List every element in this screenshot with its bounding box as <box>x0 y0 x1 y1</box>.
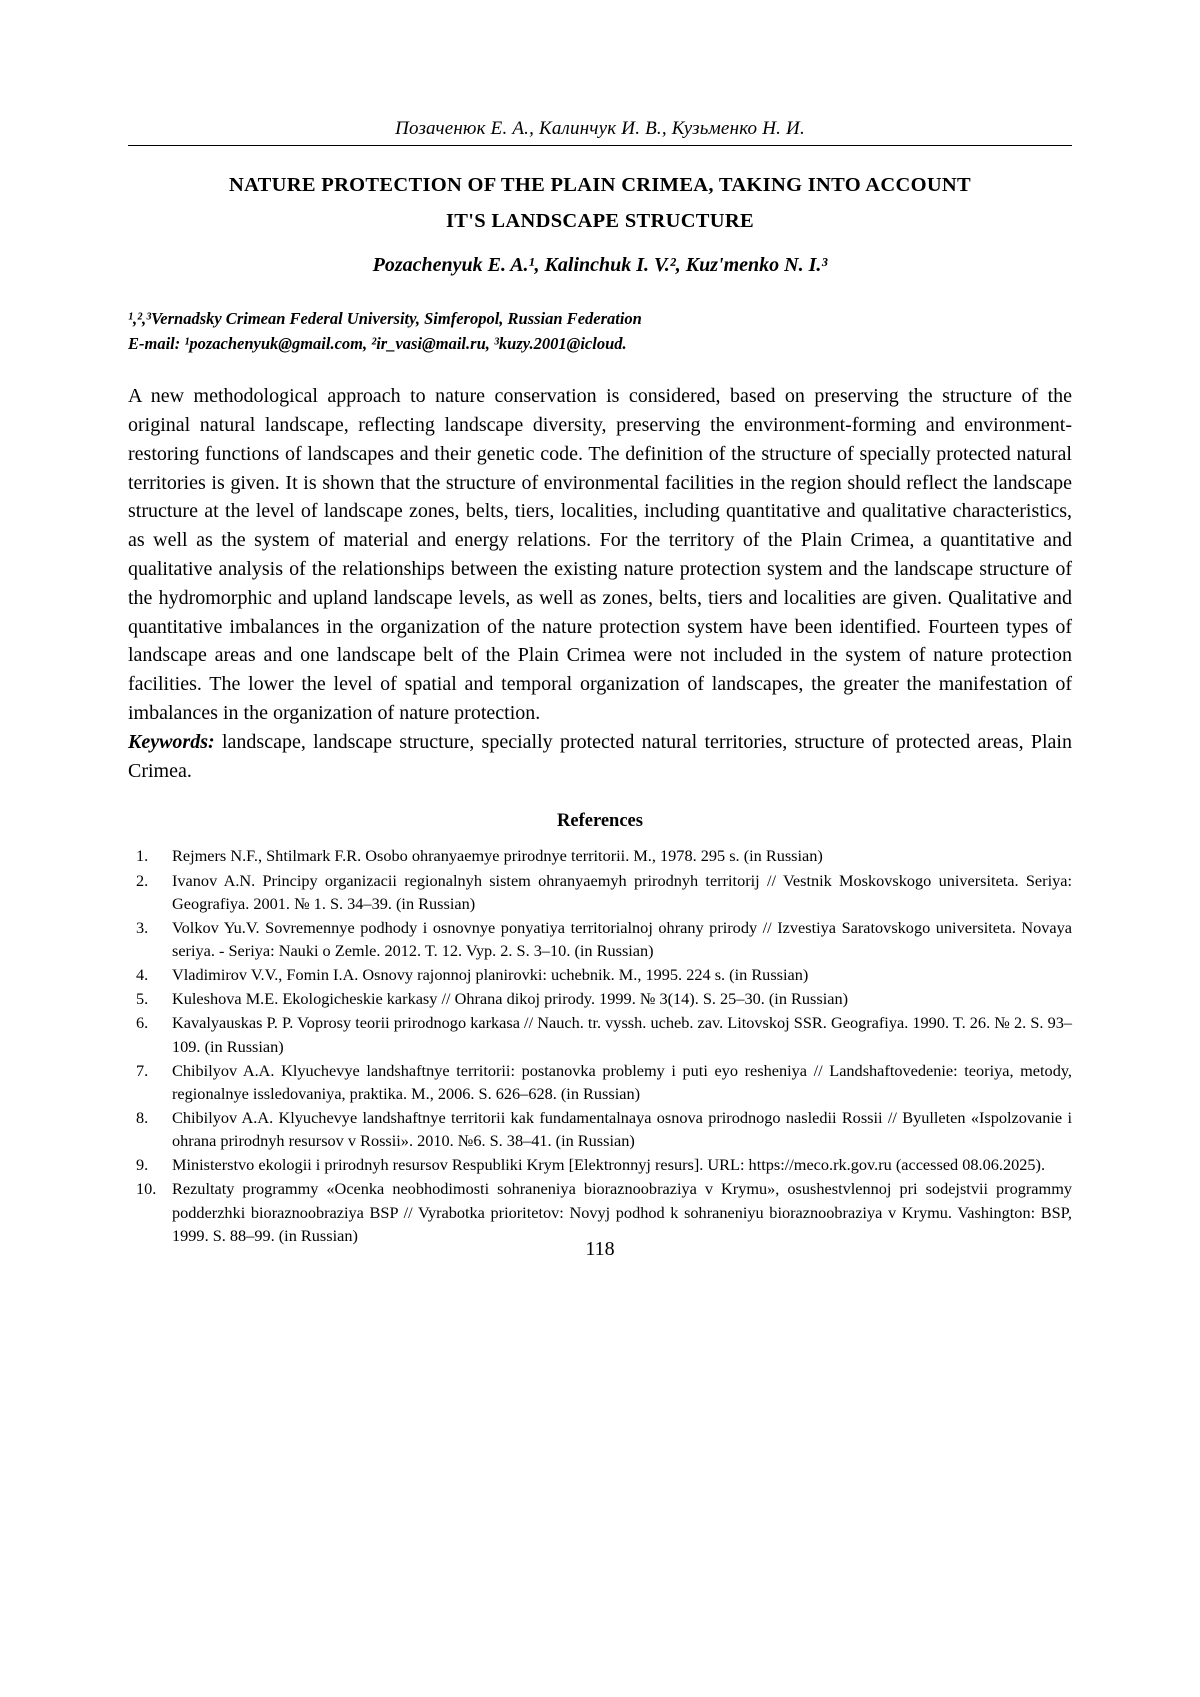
affiliation-block <box>128 307 1072 357</box>
reference-text: Kuleshova M.E. Ekologicheskie karkasy // Ohrana dikoj prirody. 1999. № 3(14). S. 25–30. (in Russian) <box>172 989 849 1009</box>
reference-text: Rezultaty programmy «Ocenka neobhodimosti sohraneniya bioraznoobraziya v Krymu», osushestvlennoj pri sodejstvii programmy podderzhki bioraznoobraziya BSP // Vyrabotka prioritetov: Novyj podhod k sohraneniyu bioraznoobraziya v Krymu. Vashington: BSP, 1999. S. 88–99. (in Russian) <box>172 1179 1072 1245</box>
list-item <box>128 869 1072 915</box>
reference-number: 9. <box>136 1155 149 1175</box>
reference-number: 2. <box>136 870 149 890</box>
list-item <box>128 963 1072 986</box>
article-title-line-2: IT'S LANDSCAPE STRUCTURE <box>446 209 754 232</box>
list-item <box>128 1011 1072 1057</box>
reference-number: 6. <box>136 1013 149 1033</box>
reference-number: 10. <box>136 1179 157 1199</box>
keywords-text: landscape, landscape structure, specially protected natural territories, structure of protected areas, Plain Crimea. <box>128 730 1072 782</box>
abstract-text: A new methodological approach to nature conservation is considered, based on preserving the structure of the original natural landscape, reflecting landscape diversity, preserving the environment-forming and environment-restoring functions of landscapes and their genetic code. The definition of the structure of specially protected natural territories is given. It is shown that the structure of environmental facilities in the region should reflect the landscape structure at the level of landscape zones, belts, tiers, localities, including quantitative and qualitative characteristics, as well as the system of material and energy relations. For the territory of the Plain Crimea, a quantitative and qualitative analysis of the relationships between the existing nature protection system and the landscape structure of the hydromorphic and upland landscape levels, as well as zones, belts, tiers and localities are given. Qualitative and quantitative imbalances in the organization of the nature protection system have been identified. Fourteen types of landscape areas and one landscape belt of the Plain Crimea were not included in the system of nature protection facilities. The lower the level of spatial and temporal organization of landscapes, the greater the manifestation of imbalances in the organization of nature protection. <box>128 385 1072 725</box>
reference-text: Ministerstvo ekologii i prirodnyh resursov Respubliki Krym [Elektronnyj resurs]. URL: https://meco.rk.gov.ru (accessed 08.06.2025). <box>172 1155 1046 1175</box>
list-item <box>128 1106 1072 1152</box>
reference-text: Chibilyov A.A. Klyuchevye landshaftnye territorii: postanovka problemy i puti eyo resheniya // Landshaftovedenie: teoriya, metody, regionalnye issledovaniya, praktika. M., 2006. S. 626–628. (in Russian) <box>172 1060 1072 1103</box>
affiliation-institution: ¹,²,³Vernadsky Crimean Federal University, Simferopol, Russian Federation <box>128 308 642 328</box>
reference-number: 7. <box>136 1060 149 1080</box>
article-title-line-1: NATURE PROTECTION OF THE PLAIN CRIMEA, TAKING INTO ACCOUNT <box>228 174 972 196</box>
list-item <box>128 844 1072 867</box>
affiliation-emails: E-mail: ¹pozachenyuk@gmail.com, ²ir_vasi@mail.ru, ³kuzy.2001@icloud. <box>128 333 627 353</box>
references-heading: References <box>557 811 643 832</box>
keywords-label: Keywords: <box>128 730 215 753</box>
list-item <box>128 987 1072 1010</box>
article-title <box>128 168 1072 240</box>
reference-text: Chibilyov A.A. Klyuchevye landshaftnye territorii kak fundamentalnaya osnova prirodnogo nasledii Rossii // Byulleten «Ispolzovanie i ohrana prirodnyh resursov v Rossii». 2010. №6. S. 38–41. (in Russian) <box>172 1107 1072 1151</box>
list-item <box>128 1153 1072 1176</box>
list-item <box>128 1177 1072 1246</box>
author-list: Pozachenyuk E. A.¹, Kalinchuk I. V.², Kuz'menko N. I.³ <box>372 253 828 276</box>
reference-text: Vladimirov V.V., Fomin I.A. Osnovy rajonnoj planirovki: uchebnik. M., 1995. 224 s. (in Russian) <box>172 965 809 985</box>
reference-text: Volkov Yu.V. Sovremennye podhody i osnovnye ponyatiya territorialnoj ohrany prirody // Izvestiya Saratovskogo universiteta. Novaya seriya. - Seriya: Nauki o Zemle. 2012. T. 12. Vyp. 2. S. 3–10. (in Russian) <box>172 917 1072 960</box>
list-item <box>128 1059 1072 1105</box>
keywords-block <box>128 728 1072 786</box>
reference-list <box>128 844 1072 1246</box>
reference-text: Rejmers N.F., Shtilmark F.R. Osobo ohranyaemye prirodnye territorii. M., 1978. 295 s. (in Russian) <box>172 846 823 866</box>
reference-number: 1. <box>136 846 149 866</box>
reference-text: Ivanov A.N. Principy organizacii regionalnyh sistem ohranyaemyh prirodnyh territorij // Vestnik Moskovskogo universiteta. Seriya: Geografiya. 2001. № 1. S. 34–39. (in Russian) <box>172 870 1072 913</box>
list-item <box>128 916 1072 962</box>
running-head: Позаченюк Е. А., Калинчук И. В., Кузьменко Н. И. <box>128 118 1072 146</box>
reference-number: 3. <box>136 917 149 937</box>
reference-number: 5. <box>136 989 149 1009</box>
reference-number: 4. <box>136 965 149 985</box>
reference-number: 8. <box>136 1107 149 1127</box>
page-number: 118 <box>585 1238 615 1260</box>
reference-text: Kavalyauskas P. P. Voprosy teorii prirodnogo karkasa // Nauch. tr. vyssh. ucheb. zav. Litovskoj SSR. Geografiya. 1990. T. 26. № 2. S. 93–109. (in Russian) <box>172 1013 1072 1056</box>
